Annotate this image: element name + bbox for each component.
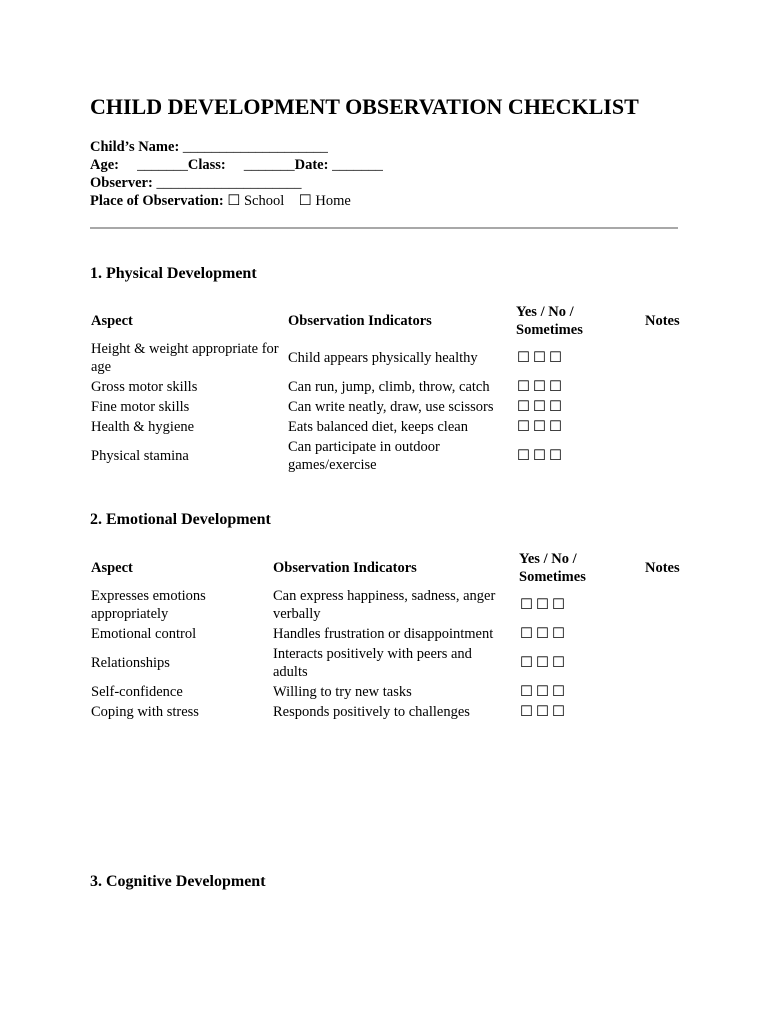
place-checkbox-home[interactable]: ☐ Home	[284, 193, 351, 209]
indicator-cell: Interacts positively with peers and adults	[273, 646, 472, 680]
aspect-cell: Self-confidence	[91, 684, 183, 700]
column-header-notes: Notes	[645, 560, 680, 576]
horizontal-divider	[90, 227, 678, 229]
yes-no-sometimes-checkboxes[interactable]: ☐☐☐	[520, 597, 568, 613]
aspect-cell: Gross motor skills	[91, 379, 198, 395]
aspect-cell: Height & weight appropriate for age	[91, 341, 279, 375]
age-label: Age:	[90, 157, 119, 173]
indicator-cell: Can participate in outdoor games/exercise	[288, 439, 440, 473]
age-class-date-row	[90, 156, 383, 174]
observer-label: Observer:	[90, 175, 153, 191]
indicator-cell: Handles frustration or disappointment	[273, 626, 494, 642]
class-label: Class:	[187, 157, 226, 173]
yes-no-sometimes-checkboxes[interactable]: ☐☐☐	[517, 350, 565, 366]
child-name-field[interactable]: ____________________	[179, 139, 328, 155]
aspect-cell: Health & hygiene	[91, 419, 195, 435]
child-name-label: Child’s Name:	[90, 139, 180, 155]
indicator-cell: Eats balanced diet, keeps clean	[288, 419, 468, 435]
indicator-cell: Willing to try new tasks	[273, 684, 412, 700]
section-heading-emotional: 2. Emotional Development	[90, 511, 271, 528]
yes-no-sometimes-checkboxes[interactable]: ☐☐☐	[517, 419, 565, 435]
notes-cell[interactable]	[645, 437, 690, 475]
indicator-cell: Child appears physically healthy	[288, 350, 478, 366]
document-title: CHILD DEVELOPMENT OBSERVATION CHECKLIST	[90, 94, 639, 119]
child-name-row	[90, 138, 383, 156]
indicator-cell: Can write neatly, draw, use scissors	[288, 399, 494, 415]
column-header-yes-no: Yes / No / Sometimes	[516, 304, 583, 338]
aspect-cell: Emotional control	[91, 626, 197, 642]
emotional-development-table	[90, 548, 688, 722]
aspect-cell: Relationships	[91, 655, 170, 671]
indicator-cell: Can run, jump, climb, throw, catch	[288, 379, 490, 395]
notes-cell[interactable]	[645, 339, 690, 377]
aspect-cell: Physical stamina	[91, 448, 189, 464]
column-header-indicators: Observation Indicators	[288, 313, 432, 329]
yes-no-sometimes-checkboxes[interactable]: ☐☐☐	[517, 379, 565, 395]
yes-no-sometimes-checkboxes[interactable]: ☐☐☐	[517, 448, 565, 464]
yes-no-sometimes-checkboxes[interactable]: ☐☐☐	[520, 684, 568, 700]
place-checkbox-school[interactable]: ☐ School	[223, 193, 285, 209]
notes-cell[interactable]	[645, 682, 690, 702]
place-label: Place of Observation:	[90, 193, 224, 209]
date-label: Date:	[294, 157, 329, 173]
notes-cell[interactable]	[645, 702, 690, 722]
column-header-aspect: Aspect	[91, 313, 133, 329]
indicator-cell: Responds positively to challenges	[273, 704, 470, 720]
yes-no-sometimes-checkboxes[interactable]: ☐☐☐	[517, 399, 565, 415]
aspect-cell: Coping with stress	[91, 704, 199, 720]
notes-cell[interactable]	[645, 644, 690, 682]
header-fields	[90, 138, 383, 210]
yes-no-sometimes-checkboxes[interactable]: ☐☐☐	[520, 626, 568, 642]
notes-cell[interactable]	[645, 417, 690, 437]
column-header-indicators: Observation Indicators	[273, 560, 417, 576]
age-field[interactable]: _______	[119, 157, 188, 173]
observer-row	[90, 174, 383, 192]
yes-no-sometimes-checkboxes[interactable]: ☐☐☐	[520, 704, 568, 720]
notes-cell[interactable]	[645, 624, 690, 644]
physical-development-table	[90, 301, 688, 475]
class-field[interactable]: _______	[225, 157, 295, 173]
section-heading-cognitive: 3. Cognitive Development	[90, 873, 266, 890]
notes-cell[interactable]	[645, 377, 690, 397]
indicator-cell: Can express happiness, sadness, anger verbally	[273, 588, 496, 622]
column-header-notes: Notes	[645, 313, 680, 329]
aspect-cell: Fine motor skills	[91, 399, 190, 415]
section-heading-physical: 1. Physical Development	[90, 265, 257, 282]
date-field[interactable]: _______	[328, 157, 383, 173]
column-header-aspect: Aspect	[91, 560, 133, 576]
aspect-cell: Expresses emotions appropriately	[91, 588, 206, 622]
column-header-yes-no: Yes / No / Sometimes	[519, 551, 586, 585]
observer-field[interactable]: ____________________	[152, 175, 302, 191]
notes-cell[interactable]	[645, 586, 690, 624]
place-row	[90, 192, 383, 210]
yes-no-sometimes-checkboxes[interactable]: ☐☐☐	[520, 655, 568, 671]
notes-cell[interactable]	[645, 397, 690, 417]
